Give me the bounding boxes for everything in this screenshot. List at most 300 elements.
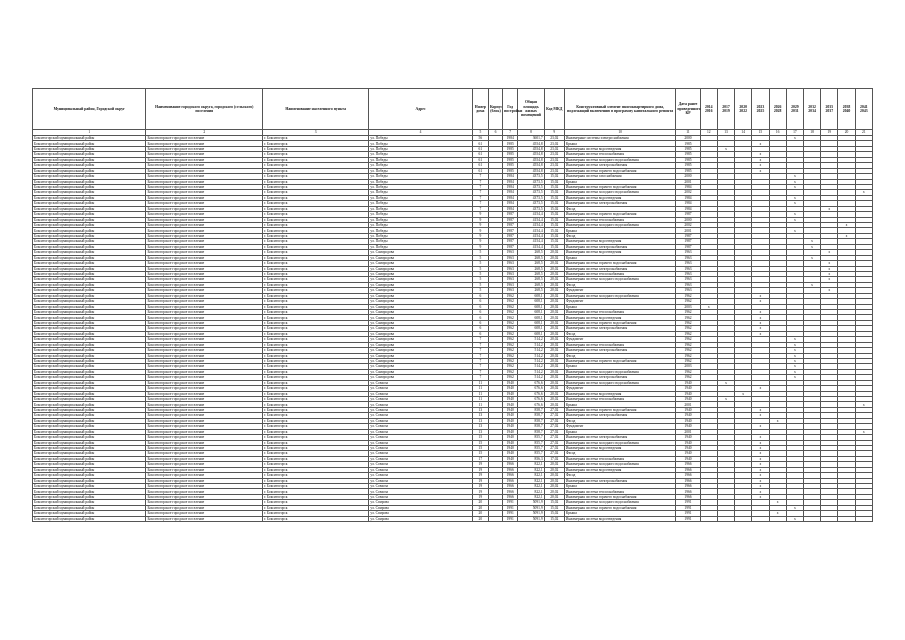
table-cell: ул. Самородова (369, 315, 472, 320)
table-cell: Бокситогорский муниципальный район (33, 195, 146, 200)
table-cell: Бокситогорский муниципальный район (33, 261, 146, 266)
table-cell: Бокситогорское городское поселение (146, 494, 263, 499)
table-cell: 61 (472, 146, 488, 151)
table-cell: x (752, 489, 769, 494)
table-cell: 4154,4 (518, 239, 544, 244)
table-cell: ул. Самородова (369, 266, 472, 271)
header-row (33, 89, 873, 130)
table-cell: Инженерная система газоснабжения (564, 174, 675, 179)
table-cell: 15,02 (544, 212, 564, 217)
table-cell: Инженерная система водоотведения (564, 146, 675, 151)
table-cell: 1966 (503, 484, 518, 489)
table-cell: Бокситогорское городское поселение (146, 456, 263, 461)
table-cell: 13 (472, 413, 488, 418)
table-cell: 1940 (503, 435, 518, 440)
table-cell: Инженерная система горячего водоснабжения (564, 261, 675, 266)
table-cell: г. Бокситогорск (263, 402, 369, 407)
table-cell: 1985 (676, 157, 700, 162)
table-cell: 4373,5 (518, 195, 544, 200)
table-cell: г. Бокситогорск (263, 228, 369, 233)
table-cell: 61 (472, 163, 488, 168)
column-header: 2026 2028 (769, 89, 786, 130)
table-cell: Бокситогорский муниципальный район (33, 168, 146, 173)
table-cell: г. Бокситогорск (263, 348, 369, 353)
table-cell: 20,02 (544, 375, 564, 380)
table-cell (735, 516, 752, 521)
table-cell: Бокситогорское городское поселение (146, 277, 263, 282)
table-cell: 15,02 (544, 174, 564, 179)
table-cell: Крыша (564, 179, 675, 184)
table-cell: 27,02 (544, 413, 564, 418)
table-cell: г. Бокситогорск (263, 168, 369, 173)
table-cell: г. Бокситогорск (263, 511, 369, 516)
table-cell: ул. Совхоза (369, 402, 472, 407)
table-cell: г. Бокситогорск (263, 391, 369, 396)
table-cell: г. Бокситогорск (263, 418, 369, 423)
table-cell: 9 (472, 239, 488, 244)
table-cell: г. Бокситогорск (263, 233, 369, 238)
table-cell: 20,02 (544, 331, 564, 336)
table-cell: 608,1 (518, 331, 544, 336)
table-cell: x (803, 255, 820, 260)
column-header: Код МКД (544, 89, 564, 130)
table-cell: 61 (472, 141, 488, 146)
table-cell: 1963 (503, 255, 518, 260)
table-cell: 858,7 (518, 413, 544, 418)
table-cell: Бокситогорский муниципальный район (33, 342, 146, 347)
table-cell: ул. Совхоза (369, 380, 472, 385)
table-cell: 13 (472, 429, 488, 434)
table-cell: Бокситогорский муниципальный район (33, 299, 146, 304)
table-cell: 13 (472, 424, 488, 429)
table-cell: x (821, 261, 838, 266)
table-cell: 9 (472, 212, 488, 217)
table-cell: Инженерная система теплоснабжения (564, 310, 675, 315)
table-cell: x (821, 277, 838, 282)
table-cell: 11 (472, 391, 488, 396)
table-cell: Фасад (564, 451, 675, 456)
table-cell: x (752, 152, 769, 157)
table-cell: Бокситогорское городское поселение (146, 386, 263, 391)
table-cell: ул. Самородова (369, 364, 472, 369)
table-cell: Бокситогорское городское поселение (146, 168, 263, 173)
table-cell: x (786, 358, 803, 363)
table-cell: 608,1 (518, 315, 544, 320)
table-cell: Бокситогорский муниципальный район (33, 348, 146, 353)
table-cell: Бокситогорский муниципальный район (33, 255, 146, 260)
table-cell: Бокситогорское городское поселение (146, 364, 263, 369)
table-cell: Бокситогорский муниципальный район (33, 413, 146, 418)
table-cell: 1962 (676, 310, 700, 315)
table-cell: 15,02 (544, 217, 564, 222)
table-cell: 23,02 (544, 141, 564, 146)
table-cell: Бокситогорское городское поселение (146, 288, 263, 293)
table-cell: г. Бокситогорск (263, 473, 369, 478)
table-cell: ул. Победы (369, 146, 472, 151)
table-cell: 268,5 (518, 282, 544, 287)
table-cell: г. Бокситогорск (263, 293, 369, 298)
table-cell: x (752, 478, 769, 483)
table-cell: 4154,4 (518, 223, 544, 228)
table-cell: Инженерная система водоотведения (564, 467, 675, 472)
table-cell: 676,6 (518, 380, 544, 385)
table-cell: 1962 (676, 348, 700, 353)
column-number: 12 (700, 130, 717, 136)
table-cell: 27,02 (544, 440, 564, 445)
table-cell: ул. Самородова (369, 271, 472, 276)
table-cell: Бокситогорский муниципальный район (33, 505, 146, 510)
table-cell: x (821, 271, 838, 276)
table-cell: x (752, 473, 769, 478)
table-cell: x (855, 429, 872, 434)
table-cell: Бокситогорский муниципальный район (33, 445, 146, 450)
table-cell: 1984 (676, 201, 700, 206)
table-cell: 1963 (676, 282, 700, 287)
table-cell: 61 (472, 157, 488, 162)
table-cell: г. Бокситогорск (263, 152, 369, 157)
table-cell: г. Бокситогорск (263, 217, 369, 222)
table-cell: 20,02 (544, 484, 564, 489)
table-cell: 5091,9 (518, 516, 544, 521)
table-cell: 1940 (503, 424, 518, 429)
table-cell: 27,02 (544, 429, 564, 434)
table-cell: x (752, 163, 769, 168)
table-cell: Бокситогорское городское поселение (146, 516, 263, 521)
column-header: Корпус (блок) (488, 89, 502, 130)
table-cell: 1984 (503, 184, 518, 189)
table-cell: Инженерная система холодного водоснабжения (564, 223, 675, 228)
table-cell: 1984 (676, 184, 700, 189)
table-cell: г. Бокситогорск (263, 195, 369, 200)
table-cell: x (786, 342, 803, 347)
table-cell: Инженерная система холодного водоснабжения (564, 277, 675, 282)
table-cell: Бокситогорский муниципальный район (33, 478, 146, 483)
table-cell: ул. Победы (369, 223, 472, 228)
table-cell: Бокситогорский муниципальный район (33, 201, 146, 206)
table-cell: 56 (472, 136, 488, 141)
table-cell: Бокситогорский муниципальный район (33, 304, 146, 309)
table-cell: 15,02 (544, 228, 564, 233)
table-cell: Бокситогорский муниципальный район (33, 146, 146, 151)
table-cell: 1940 (676, 407, 700, 412)
table-cell: Бокситогорский муниципальный район (33, 277, 146, 282)
table-cell: 27,02 (544, 445, 564, 450)
table-cell: 1985 (503, 146, 518, 151)
table-cell: Инженерная система электроснабжения (564, 244, 675, 249)
table-cell: 4554,8 (518, 157, 544, 162)
table-cell: 20,02 (544, 282, 564, 287)
column-number: 13 (717, 130, 734, 136)
table-cell: 1940 (676, 440, 700, 445)
column-header: 2032 2034 (803, 89, 820, 130)
table-cell: г. Бокситогорск (263, 326, 369, 331)
table-cell: 15,02 (544, 516, 564, 521)
table-cell: x (752, 445, 769, 450)
table-cell: Бокситогорское городское поселение (146, 467, 263, 472)
table-cell: 15,02 (544, 511, 564, 516)
column-number: 20 (838, 130, 855, 136)
column-header: 2014 2016 (700, 89, 717, 130)
table-cell: Бокситогорское городское поселение (146, 266, 263, 271)
table-cell: Бокситогорский муниципальный район (33, 424, 146, 429)
table-cell: Бокситогорский муниципальный район (33, 440, 146, 445)
table-cell: Инженерная система водоотведения (564, 239, 675, 244)
table-cell: 7 (472, 364, 488, 369)
table-cell: x (786, 195, 803, 200)
table-cell: 1985 (503, 157, 518, 162)
table-cell: г. Бокситогорск (263, 478, 369, 483)
table-cell: Фундамент (564, 337, 675, 342)
table-cell: x (752, 462, 769, 467)
table-cell: г. Бокситогорск (263, 386, 369, 391)
table-cell: ул. Самородова (369, 282, 472, 287)
table-cell: x (786, 369, 803, 374)
table-cell: ул. Победы (369, 201, 472, 206)
table-cell: Фасад (564, 418, 675, 423)
table-cell: 1991 (676, 505, 700, 510)
table-cell (752, 516, 769, 521)
column-header: Дата ранее проведенного КР (676, 89, 700, 130)
table-cell: ул. Совхоза (369, 407, 472, 412)
table-cell: Бокситогорский муниципальный район (33, 337, 146, 342)
table-cell: 1966 (503, 478, 518, 483)
table-cell: x (752, 299, 769, 304)
table-cell: x (786, 217, 803, 222)
table-cell: Инженерная система электроснабжения (564, 201, 675, 206)
table-cell: 1940 (676, 435, 700, 440)
table-cell: Инженерная система горячего водоснабжения (564, 505, 675, 510)
table-cell: 822,1 (518, 478, 544, 483)
table-cell: ул. Самородова (369, 320, 472, 325)
table-cell: Бокситогорский муниципальный район (33, 484, 146, 489)
table-cell: Бокситогорский муниципальный район (33, 473, 146, 478)
table-cell: Бокситогорский муниципальный район (33, 184, 146, 189)
table-cell: 1963 (676, 250, 700, 255)
column-header: Год постройки (503, 89, 518, 130)
table-cell: Бокситогорский муниципальный район (33, 250, 146, 255)
table-cell: Бокситогорский муниципальный район (33, 239, 146, 244)
column-number: 6 (488, 130, 502, 136)
table-cell: Бокситогорский муниципальный район (33, 320, 146, 325)
table-cell: x (786, 364, 803, 369)
table-cell: Бокситогорский муниципальный район (33, 407, 146, 412)
table-cell: ул. Победы (369, 141, 472, 146)
table-cell: Крыша (564, 484, 675, 489)
table-cell: 1966 (676, 478, 700, 483)
table-cell: 7 (472, 184, 488, 189)
table-cell: 5 (472, 250, 488, 255)
table-cell: Инженерная система водоотведения (564, 516, 675, 521)
table-cell: 855,7 (518, 440, 544, 445)
table-cell: Бокситогорское городское поселение (146, 157, 263, 162)
table-cell: 1963 (503, 282, 518, 287)
table-cell: 608,1 (518, 304, 544, 309)
table-cell: Инженерная система холодного водоснабжения (564, 157, 675, 162)
table-cell: 20,02 (544, 304, 564, 309)
column-header: Номер дома (472, 89, 488, 130)
table-cell: 7 (472, 206, 488, 211)
table-cell: Бокситогорский муниципальный район (33, 244, 146, 249)
table-cell: г. Бокситогорск (263, 440, 369, 445)
table-cell: Крыша (564, 364, 675, 369)
table-cell: 15,02 (544, 201, 564, 206)
table-cell: ул. Победы (369, 136, 472, 141)
table-cell: 514,2 (518, 369, 544, 374)
table-cell: 1987 (503, 239, 518, 244)
table-cell: 822,1 (518, 494, 544, 499)
table-cell: ул. Победы (369, 190, 472, 195)
table-cell: г. Бокситогорск (263, 212, 369, 217)
table-cell: 4373,5 (518, 206, 544, 211)
table-cell: 676,6 (518, 391, 544, 396)
table-cell: Бокситогорское городское поселение (146, 315, 263, 320)
table-cell: 1963 (676, 266, 700, 271)
table-cell: ул. Самородова (369, 353, 472, 358)
table-cell: 1987 (503, 217, 518, 222)
table-cell: 1963 (503, 250, 518, 255)
table-cell: 1962 (676, 369, 700, 374)
table-cell: x (786, 348, 803, 353)
table-cell: 1962 (676, 331, 700, 336)
table-cell: x (786, 228, 803, 233)
table-cell: Инженерная система горячего водоснабжения (564, 320, 675, 325)
table-cell: 20,02 (544, 397, 564, 402)
table-cell: ул. Победы (369, 228, 472, 233)
table-cell: Инженерная система холодного водоснабжения (564, 440, 675, 445)
table-cell: ул. Самородова (369, 261, 472, 266)
table-cell: г. Бокситогорск (263, 484, 369, 489)
table-cell: Фасад (564, 282, 675, 287)
table-cell: x (786, 375, 803, 380)
column-number: 19 (821, 130, 838, 136)
table-cell: 1962 (503, 299, 518, 304)
table-cell: 1940 (676, 445, 700, 450)
table-cell: 1940 (676, 380, 700, 385)
table-cell: г. Бокситогорск (263, 397, 369, 402)
table-cell: 4554,8 (518, 163, 544, 168)
table-cell: x (786, 505, 803, 510)
table-cell: Бокситогорский муниципальный район (33, 353, 146, 358)
table-cell: 1966 (503, 473, 518, 478)
table-cell: г. Бокситогорск (263, 277, 369, 282)
table-cell: Фундамент (564, 299, 675, 304)
table-cell: г. Бокситогорск (263, 244, 369, 249)
table-cell: 4373,5 (518, 184, 544, 189)
table-cell: Бокситогорский муниципальный район (33, 489, 146, 494)
table-cell: x (786, 201, 803, 206)
table-cell: Инженерная система холодного водоснабжения (564, 462, 675, 467)
table-cell: Инженерная система водоотведения (564, 391, 675, 396)
table-cell: 1991 (503, 505, 518, 510)
table-cell: Инженерные системы электроснабжения (564, 136, 675, 141)
table-cell: ул. Совхоза (369, 386, 472, 391)
table-cell: г. Бокситогорск (263, 239, 369, 244)
table-cell (821, 516, 838, 521)
table-cell: ул. Спирова (369, 511, 472, 516)
table-cell: 1991 (503, 516, 518, 521)
table-cell: 1991 (676, 516, 700, 521)
table-cell: г. Бокситогорск (263, 184, 369, 189)
table-cell: Бокситогорское городское поселение (146, 223, 263, 228)
table-cell: Бокситогорское городское поселение (146, 418, 263, 423)
table-cell: 15,02 (544, 500, 564, 505)
table-cell (717, 516, 734, 521)
table-cell: Бокситогорское городское поселение (146, 244, 263, 249)
table-cell: x (786, 179, 803, 184)
table-cell: ул. Совхоза (369, 489, 472, 494)
column-header: Наименование городского округа, городского (сельского) поселения (146, 89, 263, 130)
table-cell: 1963 (503, 266, 518, 271)
table-cell: Бокситогорский муниципальный район (33, 157, 146, 162)
table-cell: 20,02 (544, 364, 564, 369)
table-cell: Бокситогорское городское поселение (146, 413, 263, 418)
table-cell: x (786, 516, 803, 521)
table-cell: 5 (472, 255, 488, 260)
table-cell: г. Бокситогорск (263, 462, 369, 467)
table-cell: 2001 (676, 429, 700, 434)
table-cell: 1987 (503, 223, 518, 228)
table-cell: г. Бокситогорск (263, 505, 369, 510)
column-number: 17 (786, 130, 803, 136)
table-cell: x (838, 233, 855, 238)
table-cell: 1966 (676, 473, 700, 478)
table-cell: 1966 (503, 467, 518, 472)
table-cell: Бокситогорский муниципальный район (33, 435, 146, 440)
table-cell: x (803, 239, 820, 244)
table-cell: 1966 (503, 494, 518, 499)
table-cell: 7 (472, 179, 488, 184)
table-cell: г. Бокситогорск (263, 157, 369, 162)
table-cell: 15,02 (544, 244, 564, 249)
table-cell: x (769, 511, 786, 516)
table-cell: 1962 (503, 342, 518, 347)
table-cell: 9 (472, 217, 488, 222)
table-cell: 20,02 (544, 320, 564, 325)
table-cell: x (786, 174, 803, 179)
table-cell: Инженерная система теплоснабжения (564, 456, 675, 461)
table-cell: 1962 (503, 369, 518, 374)
column-number: 16 (769, 130, 786, 136)
table-cell: Бокситогорское городское поселение (146, 331, 263, 336)
table-cell: 608,1 (518, 293, 544, 298)
table-cell: г. Бокситогорск (263, 282, 369, 287)
table-cell: 23,02 (544, 163, 564, 168)
table-cell: Инженерная система холодного водоснабжения (564, 380, 675, 385)
table-cell: г. Бокситогорск (263, 516, 369, 521)
table-cell: Бокситогорский муниципальный район (33, 212, 146, 217)
table-cell: 23,02 (544, 152, 564, 157)
table-cell: 1963 (503, 288, 518, 293)
table-cell: 268,5 (518, 266, 544, 271)
table-cell: 1962 (503, 293, 518, 298)
table-cell: x (786, 184, 803, 189)
table-cell: 1966 (676, 494, 700, 499)
table-cell: 20,02 (544, 337, 564, 342)
table-cell: 858,7 (518, 424, 544, 429)
table-cell: 15,02 (544, 233, 564, 238)
table-cell: ул. Совхоза (369, 429, 472, 434)
table-cell: ул. Самородова (369, 288, 472, 293)
table-cell: Бокситогорское городское поселение (146, 228, 263, 233)
column-number: 9 (544, 130, 564, 136)
table-cell: ул. Самородова (369, 369, 472, 374)
table-cell: г. Бокситогорск (263, 375, 369, 380)
table-cell: 4154,4 (518, 217, 544, 222)
table-cell: ул. Совхоза (369, 424, 472, 429)
table-cell: ул. Совхоза (369, 456, 472, 461)
table-cell: Бокситогорский муниципальный район (33, 462, 146, 467)
table-cell: Бокситогорское городское поселение (146, 424, 263, 429)
